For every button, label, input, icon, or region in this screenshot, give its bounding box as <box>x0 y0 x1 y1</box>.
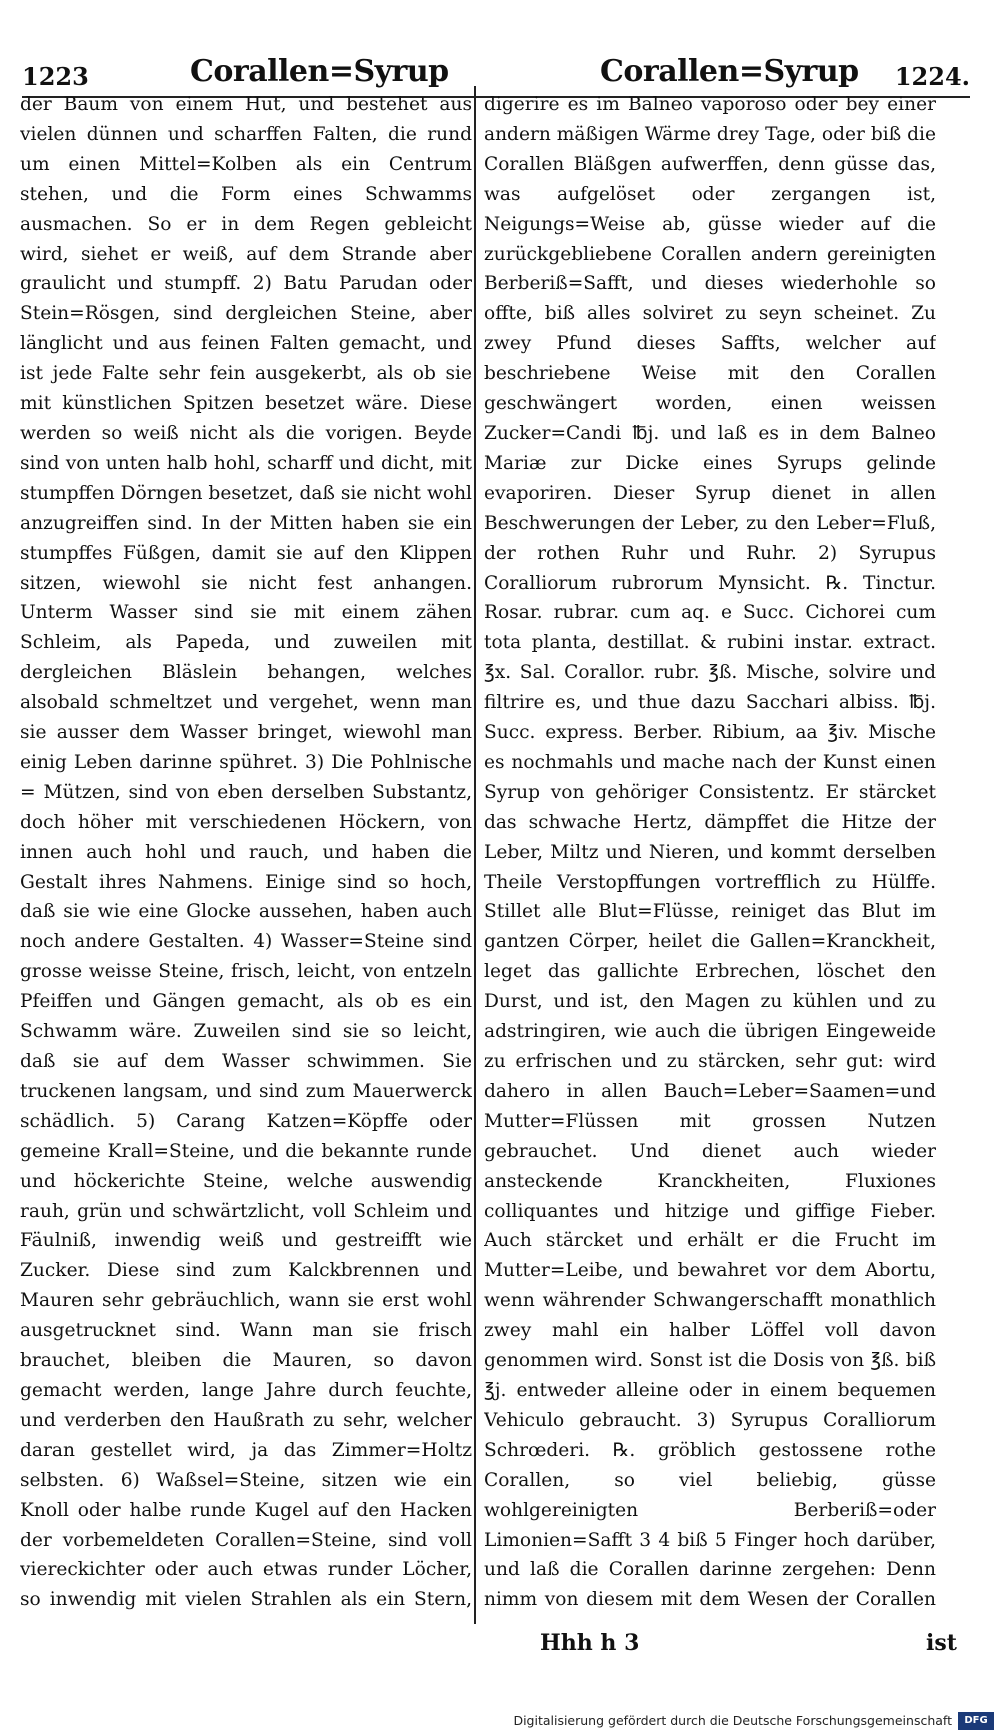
catchword: ist <box>926 1630 957 1656</box>
digitization-footer <box>0 1709 1000 1734</box>
right-running-head: Corallen=Syrup <box>600 54 859 89</box>
digitization-note: Digitalisierung gefördert durch die Deutsche Forschungsgemeinschaft <box>513 1713 952 1728</box>
column-divider <box>474 86 476 1624</box>
left-page-number: 1223 <box>22 62 89 91</box>
left-paragraph-1: der Baum von einem Hut, und bestehet aus vielen dünnen und scharffen Falten, die rund um einen Mittel=Kolben als ein Centrum stehen, und die Form eines Schwamms ausmachen. So er in dem Regen gebleicht wird, siehet er weiß, auf dem Strande aber graulicht und stumpff. 2) Batu Parudan oder Stein=Rösgen, sind dergleichen Steine, aber länglicht und aus feinen Falten gemacht, und ist jede Falte sehr fein ausgekerbt, als ob sie mit künstlichen Spitzen besetzet wäre. Diese werden so weiß nicht als die vorigen. Beyde sind von unten halb hohl, scharff und dicht, mit stumpffen Dörngen besetzet, daß sie nicht wohl anzugreiffen sind. In der Mitten haben sie ein stumpffes Füßgen, damit sie auf den Klippen sitzen, wiewohl sie nicht fest anhangen. Unterm Wasser sind sie mit einem zähen Schleim, als Papeda, und zuweilen mit dergleichen Bläslein behangen, welches alsobald schmeltzet und vergehet, wenn man sie ausser dem Wasser bringet, wiewohl man einig Leben darinne spühret. 3) Die Pohlnische = Mützen, sind von eben derselben Substantz, doch höher mit verschiedenen Höckern, von innen auch hohl und rauch, und haben die Gestalt ihres Nahmens. Einige sind so hoch, daß sie wie eine Glocke aussehen, haben auch noch andere Gestalten. 4) Wasser=Steine sind grosse weisse Steine, frisch, leicht, von entzeln Pfeiffen und Gängen gemacht, als ob es ein Schwamm wäre. Zuweilen sind sie so leicht, daß sie auf dem Wasser schwimmen. Sie truckenen langsam, und sind zum Mauerwerck schädlich. 5) Carang Katzen=Köpffe oder gemeine Krall=Steine, und die bekannte runde und höckerichte Steine, welche auswendig rauh, grün und schwärtzlicht, voll Schleim und Fäulniß, inwendig weiß und gestreifft wie Zucker. Diese sind zum Kalckbrennen und Mauren sehr gebräuchlich, wann sie erst wohl ausgetrucknet sind. Wann man sie frisch brauchet, bleiben die Mauren, so davon gemacht werden, lange Jahre durch feuchte, und verderben den Haußrath zu sehr, welcher daran gestellet wird, ja das Zimmer=Holtz selbsten. 6) Waßsel=Steine, sitzen wie ein Knoll oder halbe runde Kugel auf den Hacken der vorbemeldeten Corallen=Steine, sind voll viereckichter oder auch etwas runder Löcher, so inwendig mit vielen Strahlen als ein Stern, <box>20 94 472 1611</box>
signature-mark: Hhh h 3 <box>540 1630 640 1656</box>
left-column <box>20 90 472 1618</box>
left-running-head: Corallen=Syrup <box>190 54 449 89</box>
right-page-number: 1224. <box>894 62 970 91</box>
right-paragraph-1: digerire es im Balneo vaporoso oder bey einer andern mäßigen Wärme drey Tage, oder biß die Corallen Bläßgen aufwerffen, denn güsse das, was aufgelöset oder zergangen ist, Neigungs=Weise ab, güsse wieder auf die zurückgebliebene Corallen andern gereinigten Berberiß=Safft, und dieses wiederhohle so offte, biß alles solviret zu seyn scheinet. Zu zwey Pfund dieses Saffts, welcher auf beschriebene Weise mit den Corallen geschwängert worden, einen weissen Zucker=Candi ℔j. und laß es in dem Balneo Mariæ zur Dicke eines Syrups gelinde evaporiren. Dieser Syrup dienet in allen Beschwerungen der Leber, zu den Leber=Fluß, der rothen Ruhr und Ruhr. 2) Syrupus Coralliorum rubrorum Mynsicht. ℞. Tinctur. Rosar. rubrar. cum aq. e Succ. Cichorei cum tota planta, destillat. & rubini instar. extract. ℥x. Sal. Corallor. rubr. ℥ß. Mische, solvire und filtrire es, und thue dazu Sacchari albiss. ℔j. Succ. express. Berber. Ribium, aa ℥iv. Mische es nochmahls und mache nach der Kunst einen Syrup von gehöriger Consistentz. Er stärcket das schwache Hertz, dämpffet die Hitze der Leber, Miltz und Nieren, und kommt derselben Theile Verstopffungen vortrefflich zu Hülffe. Stillet alle Blut=Flüsse, reiniget das Blut im gantzen Cörper, heilet die Gallen=Kranckheit, leget das gallichte Erbrechen, löschet den Durst, und ist, den Magen zu kühlen und zu adstringiren, wie auch die übrigen Eingeweide zu erfrischen und zu stärcken, sehr gut: wird daherо in allen Bauch=Leber=Saamen=und Mutter=Flüssen mit grossen Nutzen gebrauchet. Und dienet auch wieder ansteckende Kranckheiten, Fluxiones colliquantes und hitzige und giffige Fieber. Auch stärcket und erhält er die Frucht im Mutter=Leibe, und bewahret vor dem Abortu, wenn währender Schwangerschafft monathlich zwey mahl ein halber Löffel voll davon genommen wird. Sonst ist die Dosis von ℥ß. biß ℥j. entweder alleine oder in einem bequemen Vehiculo gebraucht. 3) Syrupus Coralliorum Schrœderi. ℞. gröblich gestossene rothe Corallen, so viel beliebig, güsse wohlgereinigten Berberiß=oder Limonien=Safft 3 4 biß 5 Finger hoch darüber, und laß die Corallen darinne zergehen: Denn nimm von diesem mit dem Wesen der Corallen <box>484 94 936 1611</box>
right-column <box>484 90 936 1618</box>
page-header <box>20 52 980 94</box>
dfg-logo: DFG <box>958 1712 994 1730</box>
